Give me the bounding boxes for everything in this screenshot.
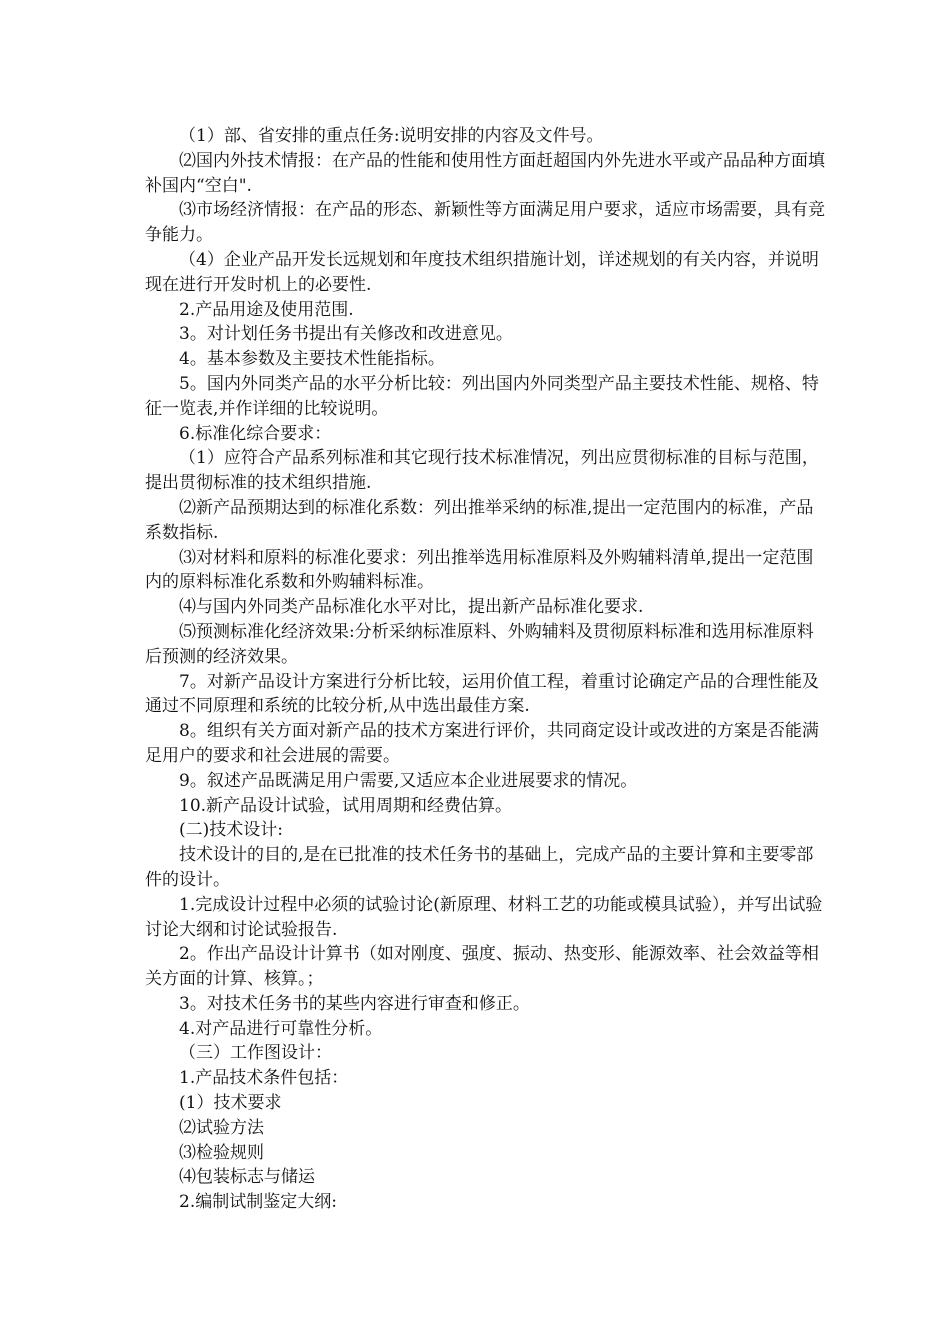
paragraph: 2。作出产品设计计算书（如对刚度、强度、振动、热变形、能源效率、社会效益等相关方面的计算、核算。；	[145, 944, 819, 990]
paragraph: 技术设计的目的,是在已批准的技术任务书的基础上，完成产品的主要计算和主要零部件的设计。	[145, 845, 814, 890]
paragraph: 6.标准化综合要求：	[179, 423, 332, 444]
paragraph: 10.新产品设计试验，试用周期和经费估算。	[179, 795, 513, 816]
document-body	[145, 124, 825, 1215]
paragraph: 1.产品技术条件包括：	[179, 1068, 349, 1089]
list-item: ⑶检验规则	[179, 1142, 264, 1163]
section-heading: （三）工作图设计：	[179, 1043, 332, 1064]
section-heading: (二)技术设计:	[179, 820, 283, 841]
paragraph: 1.完成设计过程中必须的试验讨论(新原理、材料工艺的功能或模具试验），并写出试验讨论大纲和讨论试验报告.	[145, 894, 823, 940]
paragraph: 3。对计划任务书提出有关修改和改进意见。	[179, 324, 513, 345]
paragraph: 5。国内外同类产品的水平分析比较：列出国内外同类型产品主要技术性能、规格、特征一览表,并作详细的比较说明。	[145, 373, 819, 419]
list-item: (1）技术要求	[179, 1093, 282, 1114]
paragraph: ⑵国内外技术情报：在产品的性能和使用性方面赶超国内外先进水平或产品品种方面填补国内“空白".	[145, 150, 825, 196]
paragraph: （4）企业产品开发长远规划和年度技术组织措施计划，详述规划的有关内容，并说明现在进行开发时机上的必要性.	[145, 249, 819, 295]
paragraph: 2.编制试制鉴定大纲:	[179, 1192, 337, 1213]
paragraph: （1）部、省安排的重点任务:说明安排的内容及文件号。	[179, 126, 604, 146]
paragraph: 4.对产品进行可靠性分析。	[179, 1018, 383, 1039]
list-item: ⑷包装标志与储运	[179, 1167, 315, 1188]
paragraph: ⑶对材料和原料的标准化要求：列出推举选用标准原料及外购辅料清单,提出一定范围内的原料标准化系数和外购辅料标准。	[145, 547, 814, 593]
paragraph: ⑷与国内外同类产品标准化水平对比，提出新产品标准化要求.	[179, 597, 644, 618]
paragraph: ⑵新产品预期达到的标准化系数：列出推举采纳的标准,提出一定范围内的标准，产品系数指标.	[145, 497, 814, 543]
paragraph: 7。对新产品设计方案进行分析比较，运用价值工程，着重讨论确定产品的合理性能及通过不同原理和系统的比较分析,从中选出最佳方案.	[145, 671, 819, 717]
paragraph: 4。基本参数及主要技术性能指标。	[179, 349, 445, 370]
list-item: ⑵试验方法	[179, 1117, 264, 1138]
paragraph: 2.产品用途及使用范围.	[179, 299, 354, 320]
paragraph: 8。组织有关方面对新产品的技术方案进行评价，共同商定设计或改进的方案是否能满足用户的要求和社会进展的需要。	[145, 721, 819, 766]
paragraph: ⑸预测标准化经济效果:分析采纳标准原料、外购辅料及贯彻原料标准和选用标准原料后预测的经济效果。	[145, 621, 814, 667]
paragraph: 3。对技术任务书的某些内容进行审查和修正。	[179, 993, 530, 1014]
paragraph: （1）应符合产品系列标准和其它现行技术标准情况，列出应贯彻标准的目标与范围，提出贯彻标准的技术组织措施.	[145, 448, 819, 494]
paragraph: 9。叙述产品既满足用户需要,又适应本企业进展要求的情况。	[179, 770, 638, 791]
paragraph: ⑶市场经济情报：在产品的形态、新颖性等方面满足用户要求，适应市场需要，具有竞争能力。	[145, 200, 825, 246]
